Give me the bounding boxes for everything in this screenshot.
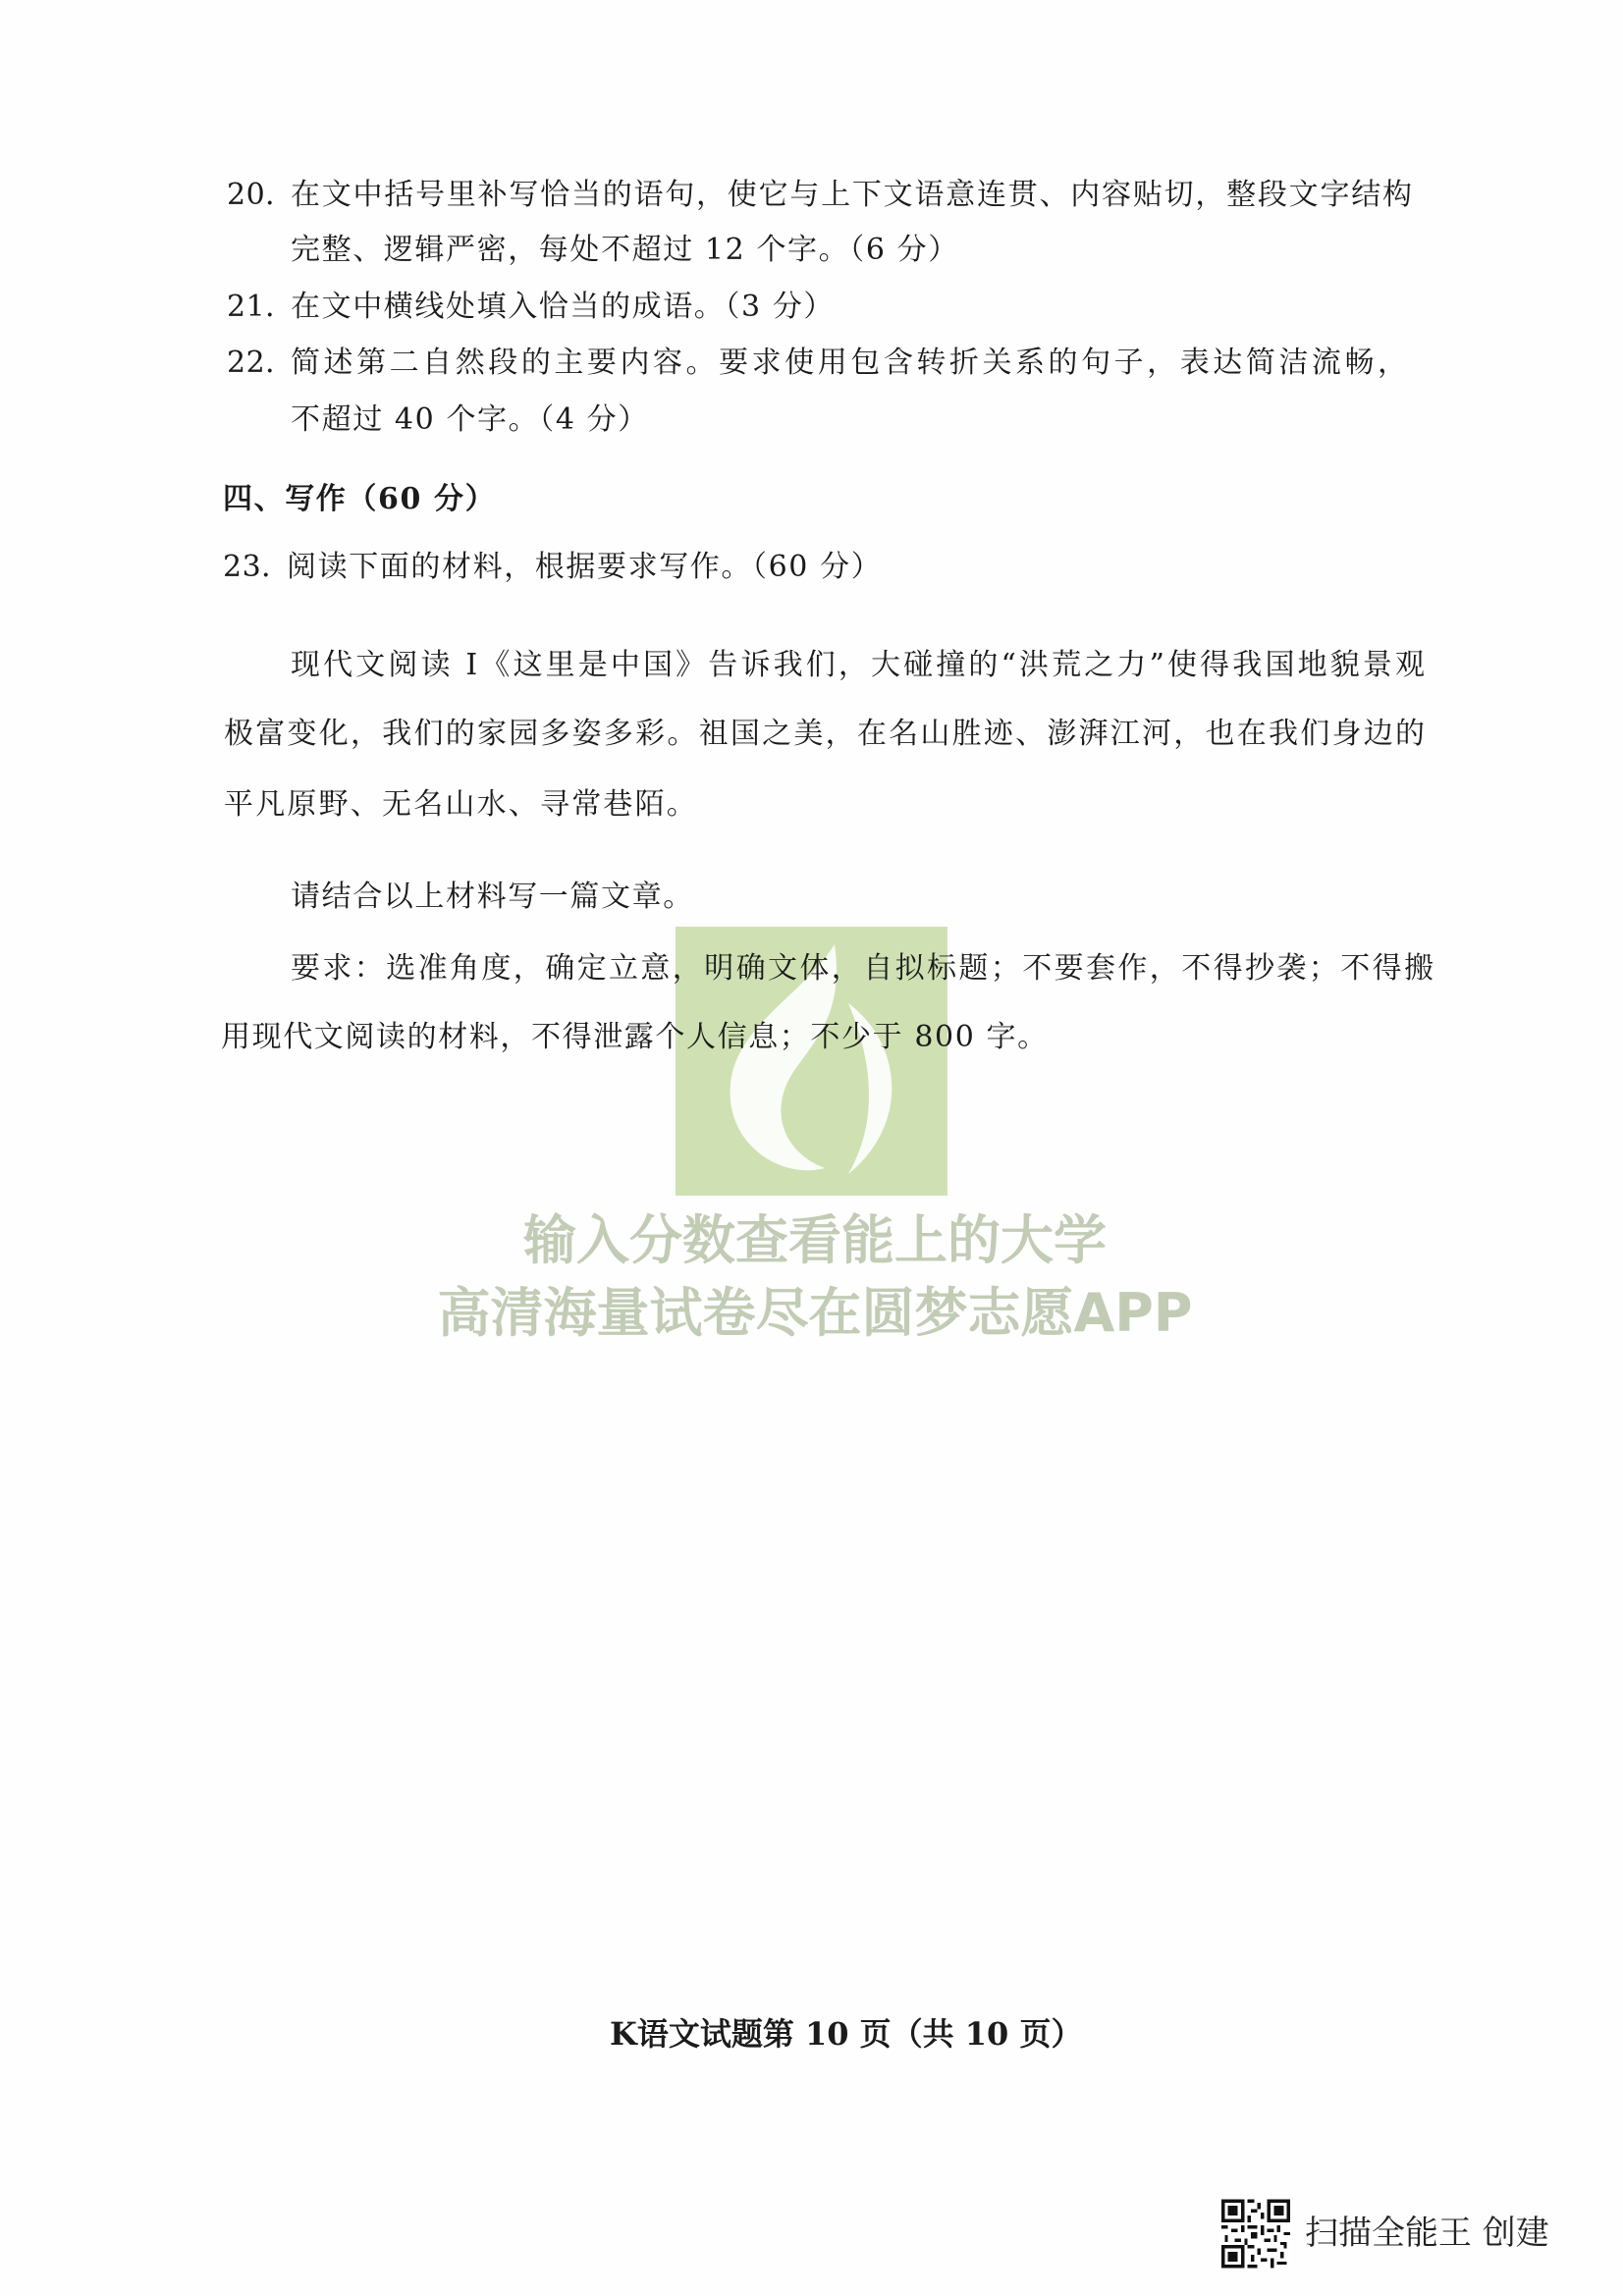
watermark-line-1: 输入分数查看能上的大学	[523, 1209, 1107, 1271]
question-22-line-1: 简述第二自然段的主要内容。要求使用包含转折关系的句子，表达简洁流畅，	[291, 346, 1407, 380]
scanner-app-label: 扫描全能王 创建	[1305, 2214, 1549, 2253]
writing-prompt: 请结合以上材料写一篇文章。	[291, 880, 694, 914]
section-heading: 四、写作（60 分）	[223, 482, 497, 516]
question-number-21: 21．	[227, 290, 296, 324]
question-number-22: 22．	[227, 346, 296, 380]
requirements-line-1: 要求：选准角度，确定立意，明确文体，自拟标题；不要套作，不得抄袭；不得搬	[291, 951, 1434, 986]
question-23-text: 阅读下面的材料，根据要求写作。（60 分）	[287, 550, 883, 584]
question-number-20: 20．	[227, 178, 296, 212]
material-line-2: 极富变化，我们的家园多姿多彩。祖国之美，在名山胜迹、澎湃江河，也在我们身边的	[224, 717, 1425, 751]
question-22-line-2: 不超过 40 个字。（4 分）	[291, 402, 649, 437]
question-20-line-1: 在文中括号里补写恰当的语句，使它与上下文语意连贯、内容贴切，整段文字结构	[291, 178, 1412, 212]
material-line-3: 平凡原野、无名山水、寻常巷陌。	[224, 787, 698, 822]
requirements-line-2: 用现代文阅读的材料，不得泄露个人信息；不少于 800 字。	[221, 1020, 1049, 1054]
page-footer: K语文试题第 10 页（共 10 页）	[610, 2015, 1083, 2053]
watermark-line-2: 高清海量试卷尽在圆梦志愿APP	[437, 1282, 1193, 1344]
material-line-1: 现代文阅读 I《这里是中国》告诉我们，大碰撞的“洪荒之力”使得我国地貌景观	[291, 648, 1425, 682]
question-20-line-2: 完整、逻辑严密，每处不超过 12 个字。（6 分）	[291, 233, 959, 267]
question-number-23: 23．	[223, 550, 292, 584]
qr-code-icon	[1221, 2199, 1290, 2269]
question-21-line-1: 在文中横线处填入恰当的成语。（3 分）	[291, 290, 836, 324]
